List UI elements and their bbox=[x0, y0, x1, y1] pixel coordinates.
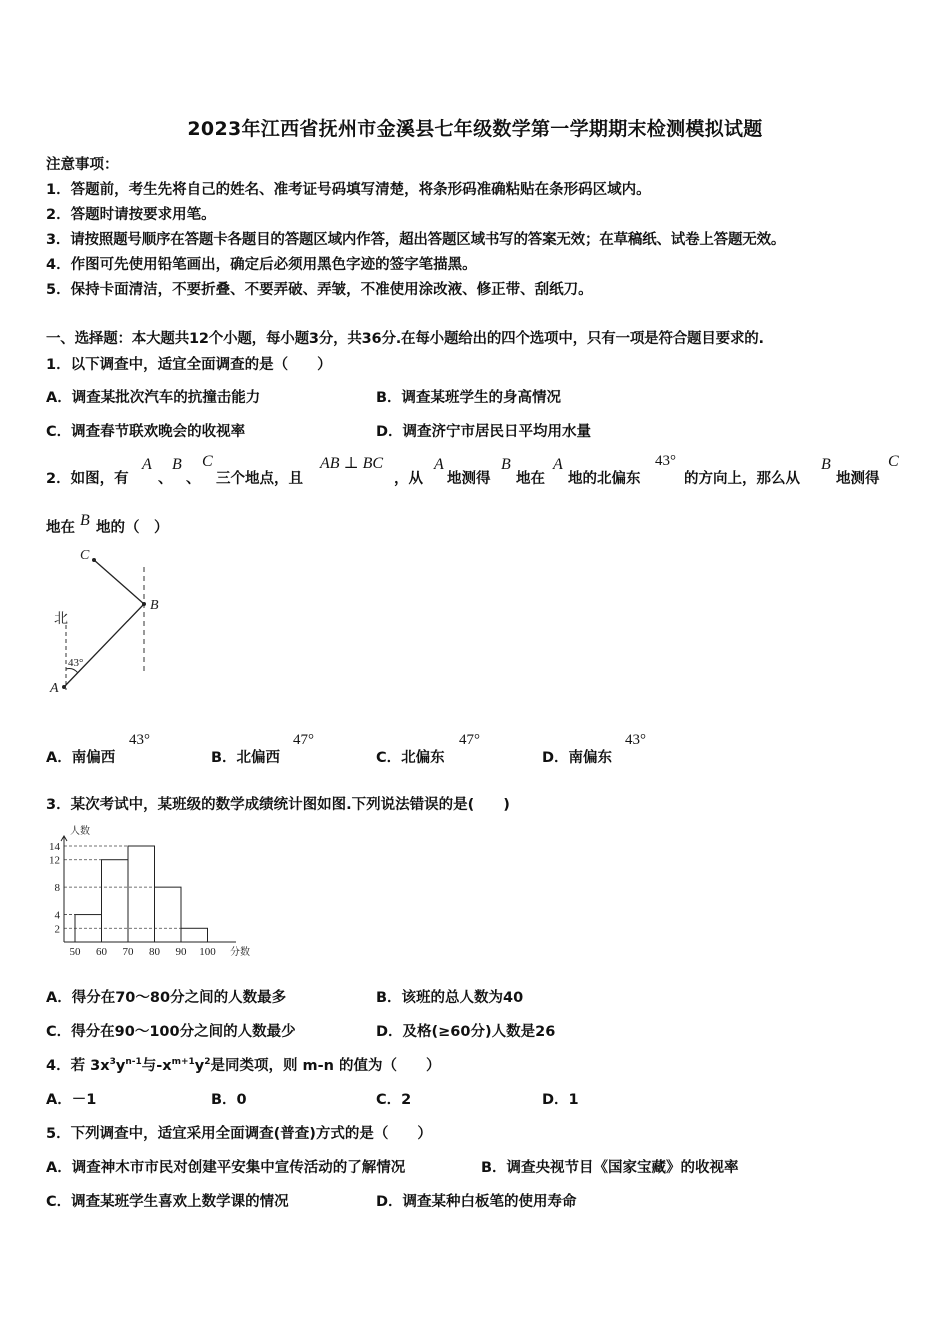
histogram-bar bbox=[102, 860, 129, 942]
q4-exponent: n-1 bbox=[125, 1057, 142, 1067]
q1-option-d[interactable]: D．调查济宁市居民日平均用水量 bbox=[376, 424, 592, 440]
histogram-bar bbox=[75, 915, 102, 942]
notice-item: 1．答题前，考生先将自己的姓名、准考证号码填写清楚，将条形码准确粘贴在条形码区域内。 bbox=[46, 182, 651, 198]
question-2-stem-part: 地的（ ） bbox=[96, 520, 169, 536]
q2-option-d-value: 43° bbox=[625, 732, 646, 748]
x-tick-label: 60 bbox=[96, 946, 107, 958]
q3-option-b[interactable]: B．该班的总人数为40 bbox=[376, 990, 524, 1006]
q2-option-d[interactable]: D．南偏东 bbox=[542, 750, 613, 766]
question-2-stem-part: 地在 bbox=[46, 520, 75, 536]
q3-option-a[interactable]: A．得分在70～80分之间的人数最多 bbox=[46, 990, 287, 1006]
q5-option-a[interactable]: A．调查神木市市民对创建平安集中宣传活动的了解情况 bbox=[46, 1160, 406, 1176]
section-heading: 一、选择题：本大题共12个小题，每小题3分，共36分.在每小题给出的四个选项中，只有一项是符合题目要求的. bbox=[46, 331, 764, 347]
notice-item: 5．保持卡面清洁，不要折叠、不要弄破、弄皱，不准使用涂改液、修正带、刮纸刀。 bbox=[46, 282, 593, 298]
segment-bc bbox=[94, 560, 144, 604]
question-2-stem-part: 地测得 bbox=[836, 471, 880, 487]
q1-option-a[interactable]: A．调查某批次汽车的抗撞击能力 bbox=[46, 390, 261, 406]
x-tick-label: 100 bbox=[199, 946, 216, 958]
north-label: 北 bbox=[54, 611, 68, 627]
y-axis-label: 人数 bbox=[70, 826, 90, 837]
segment-ab bbox=[64, 604, 144, 687]
histogram-bar bbox=[155, 887, 182, 942]
question-5-stem: 5．下列调查中，适宜采用全面调查(普查)方式的是（ ） bbox=[46, 1126, 432, 1142]
q4-text: 是同类项，则 m-n 的值为（ ） bbox=[210, 1058, 441, 1074]
separator: 、 bbox=[186, 471, 201, 487]
perpendicular-expression: AB ⊥ BC bbox=[320, 455, 384, 472]
q4-option-a[interactable]: A．－1 bbox=[46, 1092, 97, 1108]
angle-value: 43° bbox=[655, 453, 676, 469]
q3-option-c[interactable]: C．得分在90～100分之间的人数最少 bbox=[46, 1024, 296, 1040]
q5-option-c[interactable]: C．调查某班学生喜欢上数学课的情况 bbox=[46, 1194, 289, 1210]
point-b-label: B bbox=[501, 456, 511, 473]
score-histogram bbox=[40, 818, 270, 966]
notice-item: 4．作图可先使用铅笔画出，确定后必须用黑色字迹的签字笔描黑。 bbox=[46, 257, 477, 273]
separator: 、 bbox=[158, 471, 173, 487]
x-tick-label: 80 bbox=[149, 946, 160, 958]
direction-figure bbox=[40, 545, 170, 707]
notice-item: 3．请按照题号顺序在答题卡各题目的答题区域内作答，超出答题区域书写的答案无效；在草稿纸、试卷上答题无效。 bbox=[46, 232, 786, 248]
question-1-stem: 1．以下调查中，适宜全面调查的是（ ） bbox=[46, 357, 332, 373]
point-a bbox=[62, 685, 66, 689]
figure-label-a: A bbox=[50, 681, 59, 696]
question-2-stem-part: 地测得 bbox=[447, 471, 491, 487]
question-2-stem-part: 2．如图，有 bbox=[46, 471, 129, 487]
page-title: 2023年江西省抚州市金溪县七年级数学第一学期期末检测模拟试题 bbox=[187, 118, 763, 140]
q3-option-d[interactable]: D．及格(≥60分)人数是26 bbox=[376, 1024, 556, 1040]
point-b-label: B bbox=[821, 456, 831, 473]
q2-option-b[interactable]: B．北偏西 bbox=[211, 750, 281, 766]
notice-heading: 注意事项： bbox=[46, 157, 119, 173]
point-b-label: B bbox=[172, 456, 182, 473]
question-2-stem-part: 地在 bbox=[516, 471, 545, 487]
q5-option-b[interactable]: B．调查央视节目《国家宝藏》的收视率 bbox=[481, 1160, 739, 1176]
figure-label-b: B bbox=[150, 598, 159, 613]
point-c-label: C bbox=[888, 453, 899, 470]
q4-exponent: 2 bbox=[204, 1057, 211, 1067]
point-b-label: B bbox=[80, 512, 90, 529]
question-2-stem-part: 地的北偏东 bbox=[568, 471, 641, 487]
q4-text: 与-x bbox=[141, 1058, 172, 1074]
question-2-stem-part: 三个地点，且 bbox=[216, 471, 303, 487]
y-tick-label: 12 bbox=[49, 854, 60, 867]
x-axis-label: 分数 bbox=[230, 947, 250, 958]
q2-option-a[interactable]: A．南偏西 bbox=[46, 750, 116, 766]
x-tick-label: 50 bbox=[69, 946, 81, 958]
figure-label-c: C bbox=[80, 548, 90, 563]
q4-option-c[interactable]: C．2 bbox=[376, 1092, 412, 1108]
q4-exponent: m+1 bbox=[171, 1057, 195, 1067]
y-tick-label: 4 bbox=[54, 909, 60, 922]
y-tick-label: 8 bbox=[54, 882, 60, 895]
x-tick-label: 90 bbox=[175, 946, 187, 958]
y-tick-label: 14 bbox=[49, 841, 60, 853]
q2-option-c-value: 47° bbox=[459, 732, 480, 748]
q4-text: 4．若 3x bbox=[46, 1058, 110, 1074]
q2-option-c[interactable]: C．北偏东 bbox=[376, 750, 445, 766]
q4-exponent: 3 bbox=[109, 1057, 116, 1067]
q5-option-d[interactable]: D．调查某种白板笔的使用寿命 bbox=[376, 1194, 577, 1210]
q4-text: y bbox=[194, 1058, 205, 1074]
q1-option-c[interactable]: C．调查春节联欢晚会的收视率 bbox=[46, 424, 246, 440]
q4-option-d[interactable]: D．1 bbox=[542, 1092, 579, 1108]
y-tick-label: 2 bbox=[54, 923, 60, 936]
q1-option-b[interactable]: B．调查某班学生的身高情况 bbox=[376, 390, 562, 406]
q2-option-a-value: 43° bbox=[129, 732, 150, 748]
question-2-stem-part: ，从 bbox=[394, 471, 423, 487]
q4-option-b[interactable]: B．0 bbox=[211, 1092, 247, 1108]
point-b bbox=[142, 602, 146, 606]
point-c bbox=[92, 558, 96, 562]
question-4-stem bbox=[46, 1054, 441, 1075]
q4-text: y bbox=[115, 1058, 126, 1074]
figure-angle-label: 43° bbox=[68, 657, 84, 669]
notice-item: 2．答题时请按要求用笔。 bbox=[46, 207, 216, 223]
histogram-bar bbox=[128, 846, 155, 942]
question-3-stem: 3．某次考试中，某班级的数学成绩统计图如图.下列说法错误的是( ) bbox=[46, 797, 510, 813]
point-a-label: A bbox=[142, 456, 152, 473]
point-c-label: C bbox=[202, 453, 213, 470]
histogram-bar bbox=[181, 928, 208, 942]
q2-option-b-value: 47° bbox=[293, 732, 314, 748]
point-a-label: A bbox=[553, 456, 563, 473]
question-2-stem-part: 的方向上，那么从 bbox=[684, 471, 800, 487]
angle-arc bbox=[66, 669, 78, 674]
point-a-label: A bbox=[434, 456, 444, 473]
x-tick-label: 70 bbox=[122, 946, 134, 958]
